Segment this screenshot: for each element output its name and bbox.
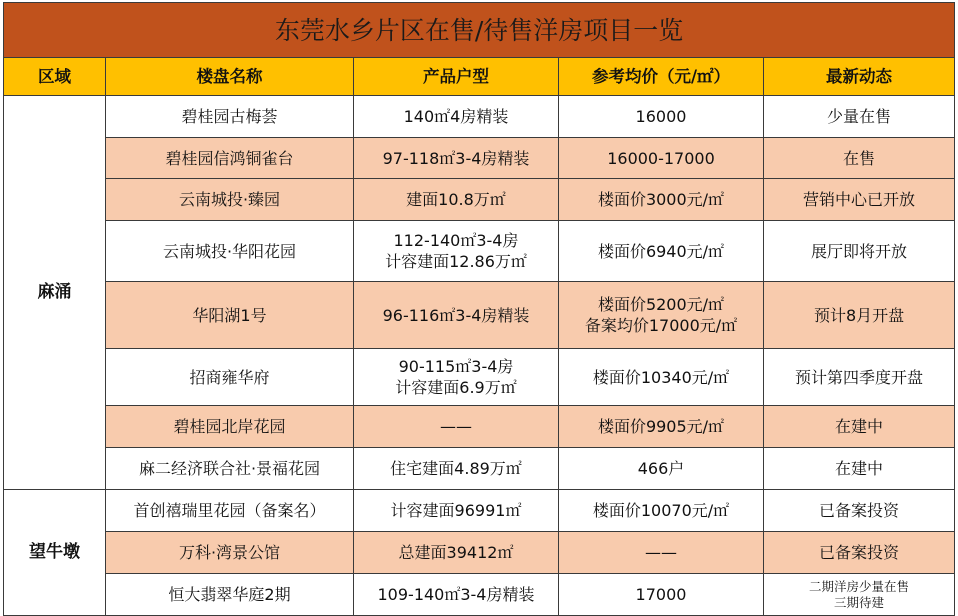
price-cell [559, 574, 764, 616]
project-name: 碧桂园信鸿铜雀台 [106, 138, 354, 179]
product-line: 97-118㎡3-4房精装 [382, 148, 530, 168]
header-row [4, 58, 955, 96]
header-name: 楼盘名称 [106, 58, 354, 96]
status-line: 在建中 [835, 459, 884, 478]
price-line: 16000-17000 [607, 148, 715, 168]
project-name: 云南城投·华阳花园 [106, 221, 354, 282]
price-line: —— [645, 543, 677, 562]
product-cell [354, 490, 559, 532]
product-line: 112-140㎡3-4房 [393, 231, 519, 250]
status-cell [764, 349, 955, 406]
product-cell [354, 179, 559, 221]
price-line: 17000 [635, 585, 687, 604]
status-line: 已备案投资 [819, 543, 900, 562]
project-name: 麻二经济联合社·景福花园 [106, 448, 354, 490]
status-line: 二期洋房少量在售 [809, 578, 910, 594]
table-row [4, 138, 955, 179]
header-status: 最新动态 [764, 58, 955, 96]
status-line: 预计8月开盘 [813, 305, 905, 325]
table-row [4, 574, 955, 616]
price-cell [559, 221, 764, 282]
header-price: 参考均价（元/㎡） [559, 58, 764, 96]
status-line: 在建中 [835, 417, 884, 436]
table-row [4, 448, 955, 490]
region-cell-wangniudun: 望牛墩 [4, 490, 106, 616]
project-name: 首创禧瑞里花园（备案名） [106, 490, 354, 532]
project-name: 碧桂园古梅荟 [106, 96, 354, 138]
price-line: 466户 [637, 459, 685, 478]
table-title: 东莞水乡片区在售/待售洋房项目一览 [4, 3, 955, 58]
product-line: 计容建面6.9万㎡ [395, 378, 517, 397]
project-name: 招商雍华府 [106, 349, 354, 406]
table-row [4, 282, 955, 349]
header-region: 区域 [4, 58, 106, 96]
project-name: 万科·湾景公馆 [106, 532, 354, 574]
table-row [4, 221, 955, 282]
product-line: 总建面39412㎡ [398, 543, 514, 562]
status-line: 在售 [843, 148, 876, 168]
status-cell [764, 574, 955, 616]
product-line: —— [440, 417, 472, 436]
product-line: 90-115㎡3-4房 [398, 357, 514, 376]
product-line: 109-140㎡3-4房精装 [377, 585, 535, 604]
price-cell [559, 349, 764, 406]
project-name: 华阳湖1号 [106, 282, 354, 349]
price-line: 16000 [635, 107, 687, 126]
price-cell [559, 96, 764, 138]
table-row [4, 179, 955, 221]
product-cell [354, 349, 559, 406]
status-line: 少量在售 [827, 107, 892, 126]
product-line: 住宅建面4.89万㎡ [390, 459, 522, 478]
price-cell [559, 532, 764, 574]
product-cell [354, 574, 559, 616]
table-row [4, 406, 955, 448]
price-line: 备案均价17000元/㎡ [584, 316, 738, 335]
price-line: 楼面价10340元/㎡ [592, 367, 730, 387]
status-cell [764, 490, 955, 532]
product-cell [354, 448, 559, 490]
price-line: 楼面价6940元/㎡ [597, 241, 725, 261]
table-row [4, 532, 955, 574]
price-cell [559, 138, 764, 179]
status-line: 预计第四季度开盘 [795, 367, 924, 387]
status-cell [764, 448, 955, 490]
product-cell [354, 406, 559, 448]
status-cell [764, 138, 955, 179]
table-row [4, 96, 955, 138]
price-cell [559, 448, 764, 490]
status-line: 展厅即将开放 [811, 241, 908, 261]
status-line: 已备案投资 [819, 501, 900, 520]
table-row [4, 490, 955, 532]
price-cell [559, 179, 764, 221]
price-line: 楼面价9905元/㎡ [597, 417, 725, 436]
status-line: 三期待建 [834, 594, 885, 610]
product-cell [354, 221, 559, 282]
header-product: 产品户型 [354, 58, 559, 96]
product-cell [354, 532, 559, 574]
project-name: 云南城投·臻园 [106, 179, 354, 221]
price-cell [559, 406, 764, 448]
price-line: 楼面价5200元/㎡ [597, 295, 725, 314]
status-cell [764, 221, 955, 282]
price-cell [559, 490, 764, 532]
project-name: 碧桂园北岸花园 [106, 406, 354, 448]
product-cell [354, 282, 559, 349]
status-cell [764, 532, 955, 574]
project-table [3, 2, 955, 616]
table-row [4, 349, 955, 406]
product-cell [354, 138, 559, 179]
status-line: 营销中心已开放 [803, 190, 916, 209]
status-cell [764, 96, 955, 138]
status-cell [764, 282, 955, 349]
project-name: 恒大翡翠华庭2期 [106, 574, 354, 616]
price-line: 楼面价10070元/㎡ [592, 501, 730, 520]
region-cell-machong: 麻涌 [4, 96, 106, 490]
status-cell [764, 406, 955, 448]
product-line: 建面10.8万㎡ [406, 190, 506, 209]
status-cell [764, 179, 955, 221]
product-line: 计容建面96991㎡ [390, 501, 522, 520]
product-line: 140㎡4房精装 [403, 107, 509, 126]
product-line: 96-116㎡3-4房精装 [382, 305, 530, 325]
price-line: 楼面价3000元/㎡ [597, 190, 725, 209]
product-cell [354, 96, 559, 138]
product-line: 计容建面12.86万㎡ [385, 252, 527, 271]
price-cell [559, 282, 764, 349]
